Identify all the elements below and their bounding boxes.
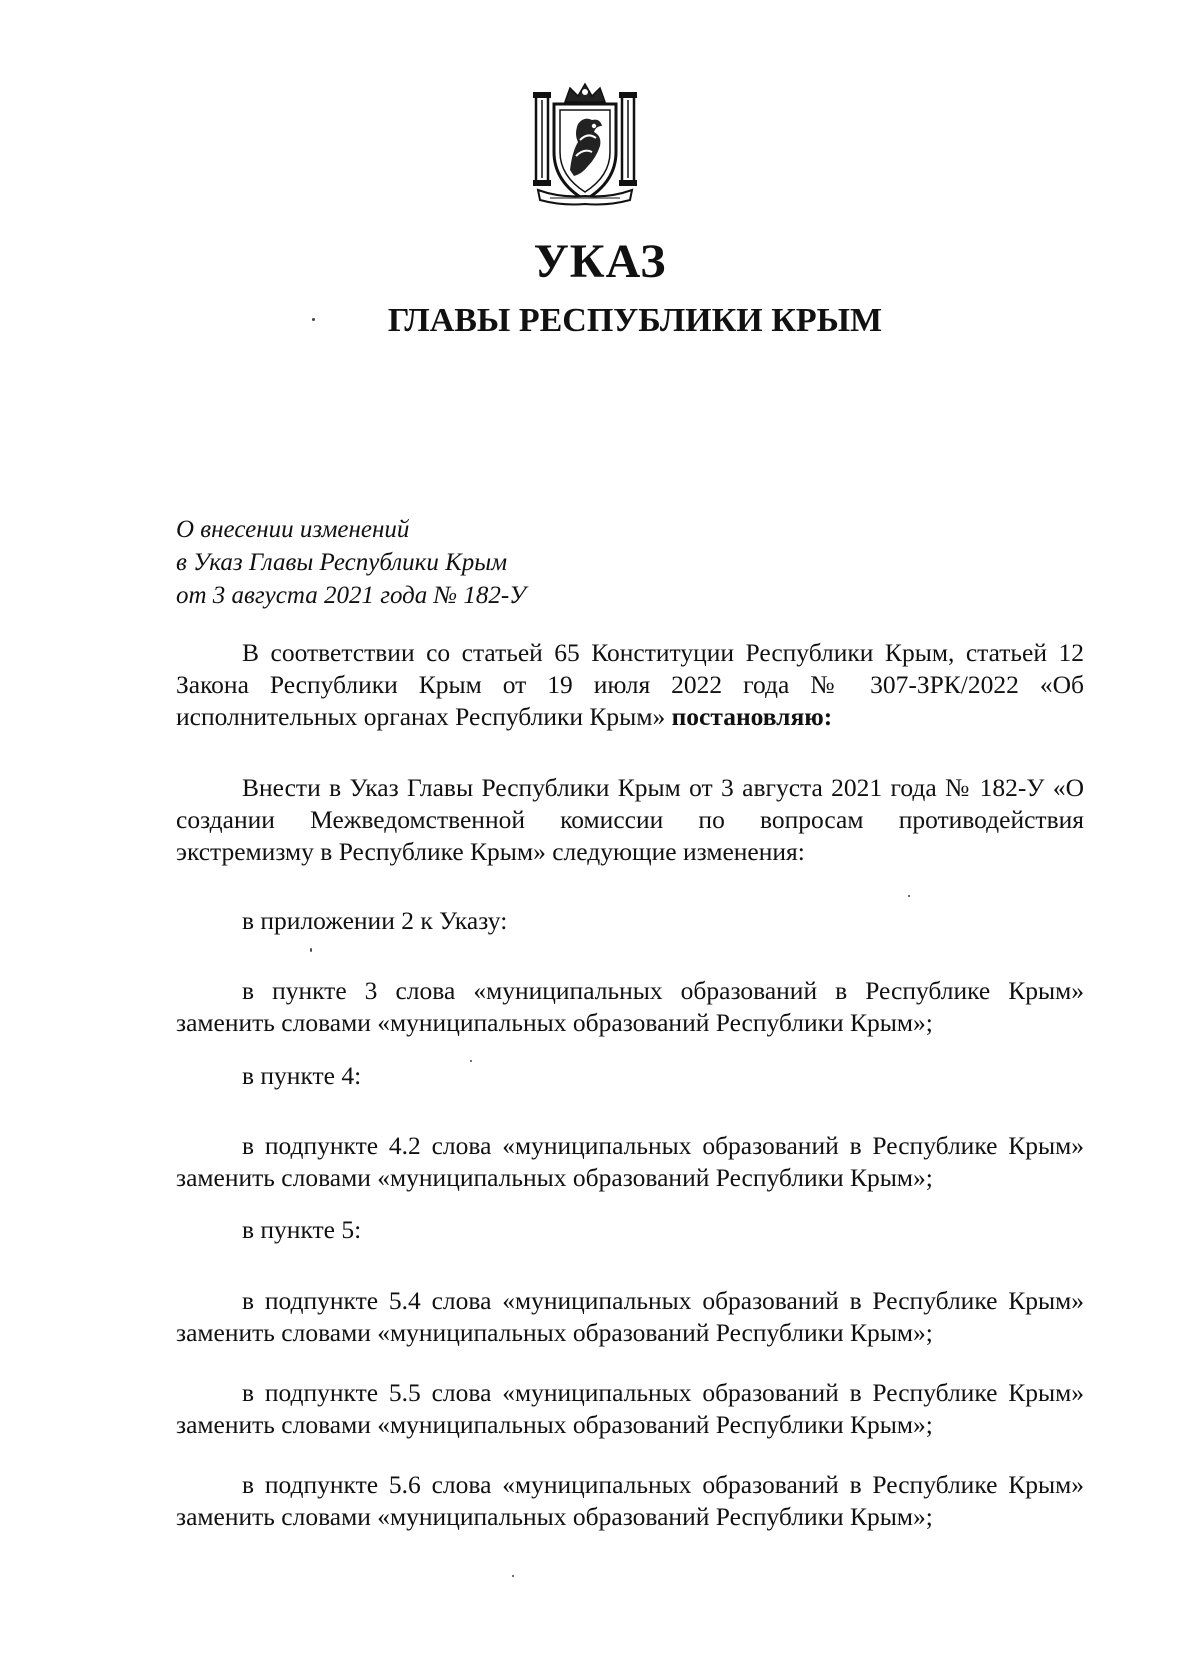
scan-speck [470,1060,472,1062]
body-paragraph [176,1130,1084,1194]
paragraph-text: в приложении 2 к Указу: [242,906,508,935]
body-paragraph [176,1377,1084,1441]
scan-speck [312,318,315,321]
preamble-text: В соответствии со статьей 65 Конституции Республики Крым, статьей 12 Закона Республики Крым от 19 июля 2022 года № 307-ЗРК/2022 «Об исполнительных органах Республики Крым» [176,638,1084,731]
preamble-paragraph [176,637,1084,733]
body-paragraph [176,975,1084,1039]
paragraph-text: в подпункте 5.5 слова «муниципальных образований в Республике Крым» заменить словами «муниципальных образований Республики Крым»; [176,1378,1084,1439]
scan-speck [310,948,312,952]
decree-subject-heading [176,513,526,612]
paragraph-text: в пункте 5: [242,1215,362,1244]
scan-speck [512,1575,514,1577]
document-subtitle: ГЛАВЫ РЕСПУБЛИКИ КРЫМ [387,302,883,339]
heading-line: от 3 августа 2021 года № 182-У [176,582,526,609]
heading-line: О внесении изменений [176,516,410,543]
paragraph-text: в подпункте 5.4 слова «муниципальных образований в Республике Крым» заменить словами «муниципальных образований Республики Крым»; [176,1286,1084,1347]
body-paragraph [176,1060,1084,1092]
document-title: УКАЗ [533,235,667,288]
preamble-resolution: постановляю: [671,702,833,731]
body-paragraph [176,1285,1084,1349]
body-paragraph [176,772,1084,868]
body-paragraph [176,1469,1084,1533]
paragraph-text: в подпункте 5.6 слова «муниципальных образований в Республике Крым» заменить словами «муниципальных образований Республики Крым»; [176,1470,1084,1531]
paragraph-text: Внести в Указ Главы Республики Крым от 3 августа 2021 года № 182-У «О создании Межведомственной комиссии по вопросам противодействия экстремизму в Республике Крым» следующие изменения: [176,773,1084,866]
paragraph-text: в пункте 4: [242,1061,362,1090]
body-paragraph [176,905,1084,937]
paragraph-text: в пункте 3 слова «муниципальных образований в Республике Крым» заменить словами «муниципальных образований Республики Крым»; [176,976,1084,1037]
crimea-coat-of-arms-icon [530,82,640,207]
scan-speck [908,895,910,897]
body-paragraph [176,1214,1084,1246]
heading-line: в Указ Главы Республики Крым [176,549,508,576]
paragraph-text: в подпункте 4.2 слова «муниципальных образований в Республике Крым» заменить словами «муниципальных образований Республики Крым»; [176,1131,1084,1192]
